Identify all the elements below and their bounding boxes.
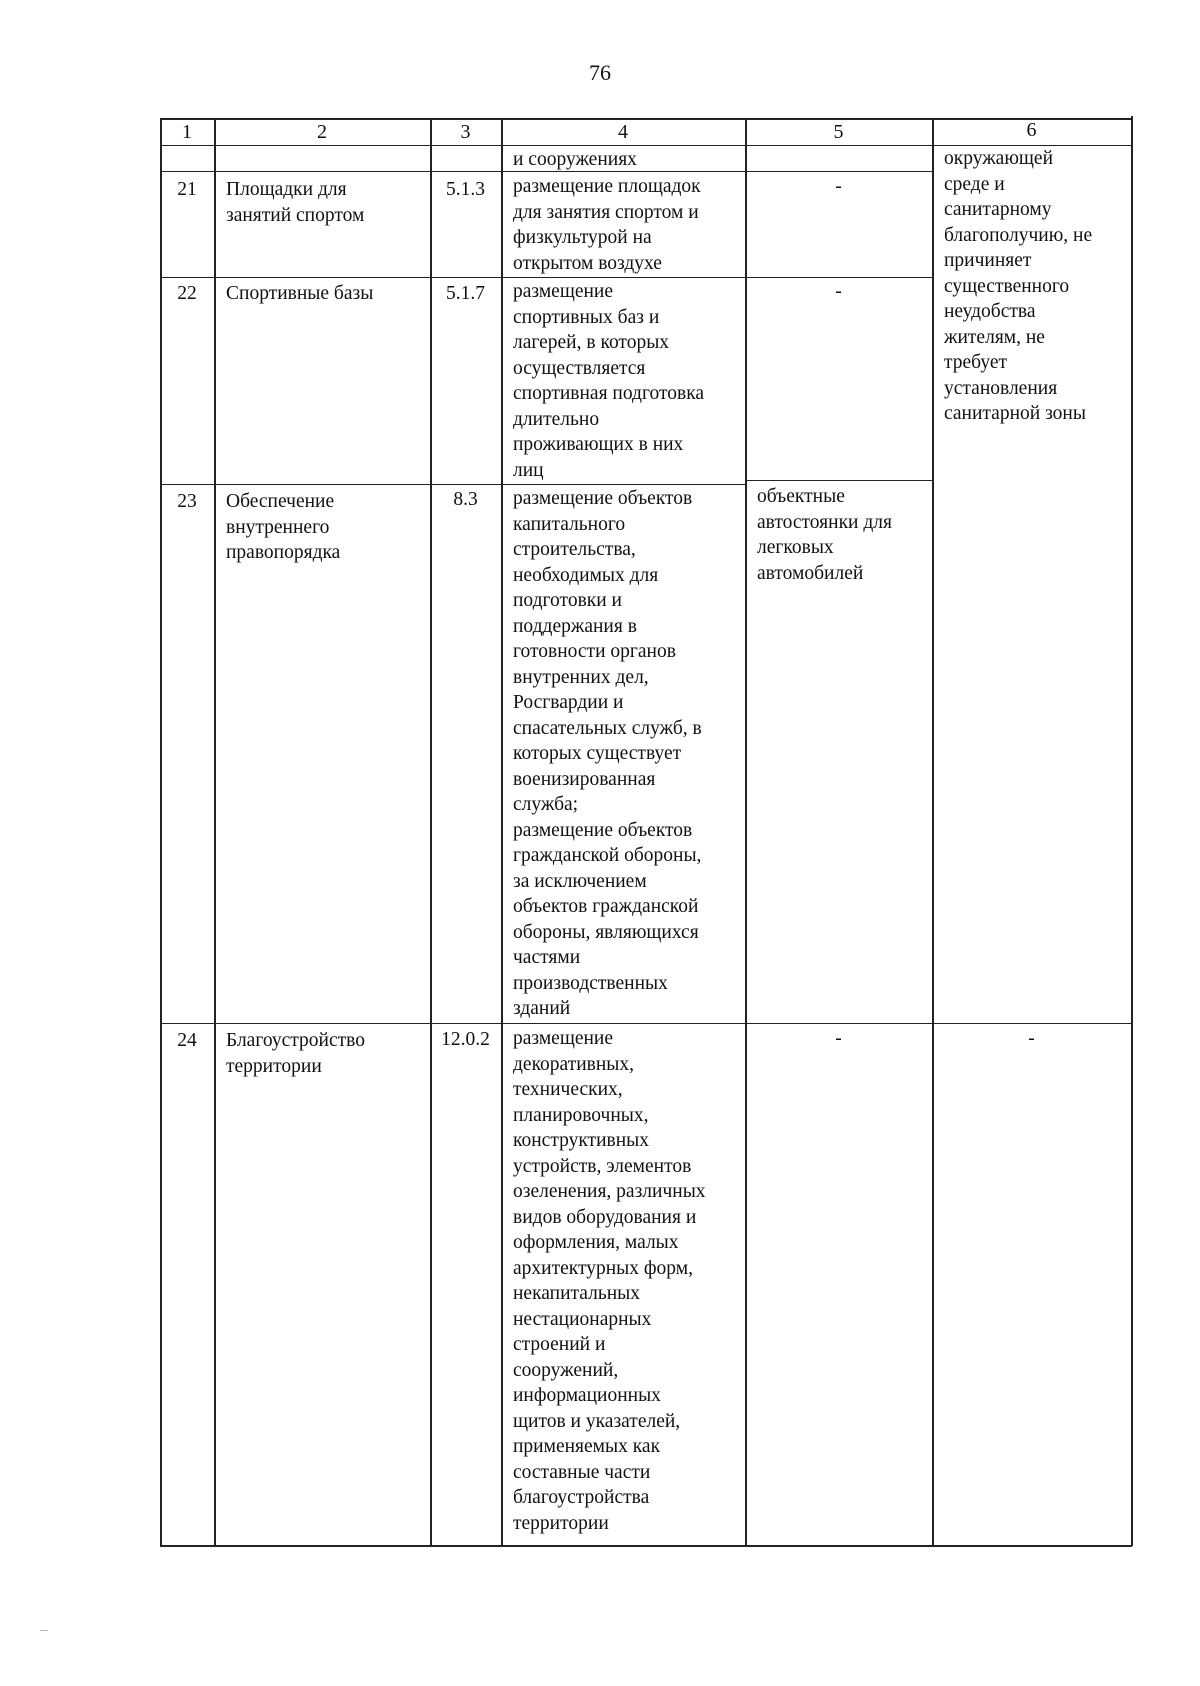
column-divider [501,118,503,1546]
row-description: размещение спортивных баз и лагерей, в которых осуществляется спортивная подготовка длительно проживающих в них лиц [513,281,705,481]
row-number: 23 [177,491,197,512]
row-code: 5.1.7 [446,283,485,304]
row-code: 5.1.3 [446,179,485,200]
row-code: 12.0.2 [441,1029,490,1050]
scan-mark [40,1630,48,1631]
row-col6: - [1028,1028,1035,1049]
row-col5: - [835,176,842,197]
column-divider [932,118,934,1546]
row-col5: - [835,1028,842,1049]
row-description: размещение объектов капитального строительства, необходимых для подготовки и поддержания в готовности органов внутренних дел, Росгвардии и спасательных служб, в которых существует военизированная служба; размещение объектов гражданской обороны, за исключением объектов гражданской обороны, являющихся частями производственных зданий [513,488,702,1019]
column-divider [430,118,432,1546]
header-col-6: 6 [1026,119,1037,141]
row-description: размещение площадок для занятия спортом и физкультурой на открытом воздухе [513,176,701,274]
header-col-3: 3 [460,121,471,143]
row-name: Обеспечение внутреннего правопорядка [226,491,341,563]
row-name: Благоустройство территории [226,1030,365,1077]
continuation-description: и сооружениях [513,149,637,170]
header-col-1: 1 [182,121,192,143]
row-divider [160,1023,1132,1024]
row-divider [746,480,933,481]
table-border-bottom [160,1545,1132,1547]
page-number: 76 [589,60,611,85]
row-code: 8.3 [453,489,478,510]
header-col-4: 4 [618,121,628,143]
row-col5: объектные автостоянки для легковых автомобилей [757,486,892,584]
row-number: 22 [177,283,197,304]
row-col5: - [835,281,842,302]
header-col-2: 2 [317,121,327,143]
row-name: Площадки для занятий спортом [226,179,365,226]
column-divider [745,118,747,1546]
row-number: 24 [177,1030,197,1051]
col6-merged-text: окружающей среде и санитарному благополучию, не причиняет существенного неудобства жителям, не требует установления санитарной зоны [944,148,1093,424]
row-number: 21 [177,179,197,200]
table-border-right [1131,116,1133,1546]
table-border-left [160,118,162,1546]
header-col-5: 5 [833,121,844,143]
column-divider [214,118,216,1546]
row-description: размещение декоративных, технических, планировочных, конструктивных устройств, элементов озеленения, различных видов оборудования и оформления, малых архитектурных форм, некапитальных нестационарных строений и сооружений, информационных щитов и указателей, применяемых как составные части благоустройства территории [513,1028,706,1534]
row-name: Спортивные базы [226,283,374,304]
